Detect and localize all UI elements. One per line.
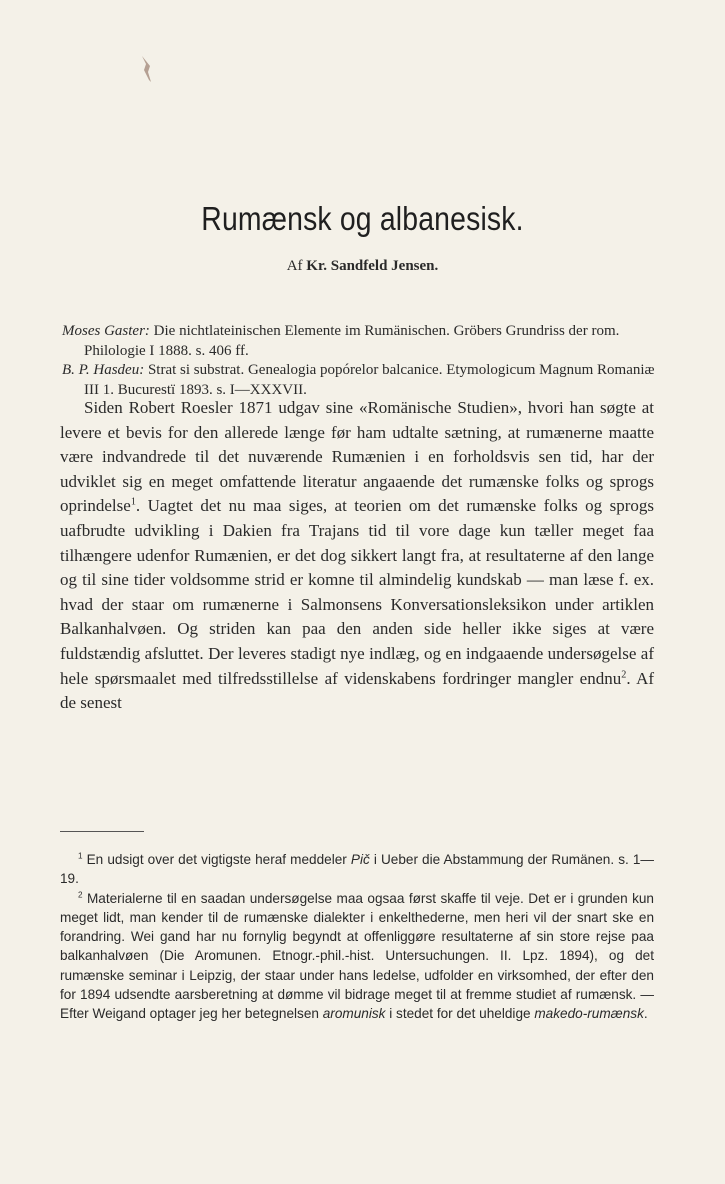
reference-author: B. P. Hasdeu: [62,362,145,378]
author-name: Kr. Sandfeld Jensen. [306,258,439,274]
footnote-divider [60,831,144,832]
reference-text: Strat si substrat. Genealogia popórelor balcanice. Etymologicum Magnum Romaniæ III 1. Bucurestï 1893. s. I—XXXVII. [84,362,655,398]
footnote-number: 2 [78,890,83,900]
footnotes [60,850,654,1024]
footnote-marker: 1 [130,496,136,508]
article-title: Rumænsk og albanesisk. [201,200,524,237]
body-text [60,396,654,716]
footnote-text: i stedet for det uheldige [385,1006,535,1022]
reference-text: Die nichtlateinischen Elemente im Rumänischen. Gröbers Grundriss der rom. Philologie I 1888. s. 406 ff. [84,323,620,359]
article-byline [0,258,725,275]
reference-list [62,322,664,400]
footnote-text: . [643,1006,648,1022]
footnote-italic-name: Pič [350,852,370,867]
reference-item [62,361,664,400]
footnote-marker: 2 [621,668,627,680]
byline-prefix: Af [286,258,307,274]
footnote-text: En udsigt over det vigtigste heraf meddeler [82,852,351,867]
body-paragraph [60,396,654,716]
body-text-segment: . Af de senest [60,668,655,713]
reference-author: Moses Gaster: [62,323,150,339]
footnote-number: 1 [78,851,83,861]
body-text-segment: . Uagtet det nu maa siges, at teorien om det rumænske folks og sprogs uafbrudte udvikling i Dakien fra Trajans tid til vore dage kun tæller meget faa tilhængere udenfor Rumænien, er det dog sikkert langt fra, at resultaterne af den lange og til sine tider voldsomme strid er komne til almindelig kundskab — man læse f. ex. hvad der staar om rumænerne i Salmonsens Konversationsleksikon under artiklen Balkanhalvøen. Og striden kan paa den anden side heller ikke siges at være fuldstændig afsluttet. Der leveres stadigt nye indlæg, og en indgaaende undersøgelse af hele spørsmaalet med tilfredsstillelse af videnskabens fordringer mangler endnu [60,496,654,688]
body-text-segment: Siden Robert Roesler 1871 udgav sine «Romänische Studien», hvori han søgte at levere et bevis for den allerede længe før ham udtalte sætning, at rumænerne maatte være indvandrede til det nuværende Rumænien i en forholdsvis sen tid, har der udviklet sig en meget omfattende literatur angaaende det rumænske folks og sprogs oprindelse [60,398,654,516]
footnote-italic-term: makedo-rumænsk [534,1006,644,1022]
footnote-item [60,889,654,1024]
footnote-italic-term: aromunisk [322,1006,386,1022]
reference-item [62,322,664,361]
ink-mark-icon [140,54,154,84]
footnote-text: Materialerne til en saadan undersøgelse maa ogsaa først skaffe til veje. Det er i grunden kun meget lidt, man kender til de rumænske dialekter i enkelthederne, men heri vil der snart ske en forandring. Wei gand har nu fornylig begyndt at offenliggøre resultaterne af sin store rejse paa balkanhalvøen (Die Aromunen. Etnogr.-phil.-hist. Untersuchungen. II. Lpz. 1894), og det rumænske seminar i Leipzig, der staar under hans ledelse, udfolder en virksomhed, der efter den for 1894 udsendte aarsberetning at dømme vil bidrage meget til at fremme studiet af rumænsk. — Efter Weigand optager jeg her betegnelsen [60,890,654,1022]
footnote-item [60,850,654,889]
footnote-text: i Ueber die Abstammung der Rumänen. s. 1—19. [60,852,654,887]
